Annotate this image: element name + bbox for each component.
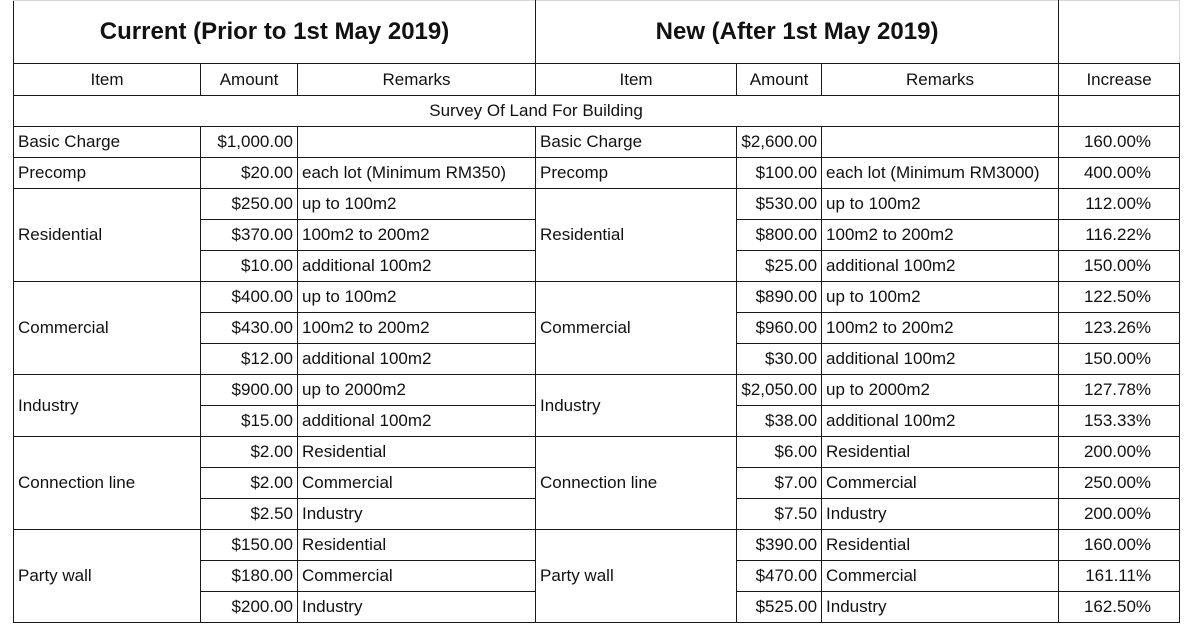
amount-current-cell: $15.00 <box>201 406 298 437</box>
remarks-current-cell: up to 2000m2 <box>298 375 536 406</box>
amount-new-cell: $6.00 <box>737 437 822 468</box>
header-amount-new: Amount <box>737 64 822 96</box>
remarks-current-cell: additional 100m2 <box>298 344 536 375</box>
amount-current-cell: $2.00 <box>201 468 298 499</box>
increase-cell: 122.50% <box>1059 282 1180 313</box>
header-item-current: Item <box>14 64 201 96</box>
header-remarks-new: Remarks <box>822 64 1059 96</box>
item-new-cell: Commercial <box>536 282 737 375</box>
remarks-new-cell: each lot (Minimum RM3000) <box>822 158 1059 189</box>
item-current-cell: Residential <box>14 189 201 282</box>
increase-cell: 161.11% <box>1059 561 1180 592</box>
item-new-cell: Precomp <box>536 158 737 189</box>
fee-comparison-table <box>13 0 1180 623</box>
item-new-cell: Connection line <box>536 437 737 530</box>
amount-new-cell: $525.00 <box>737 592 822 623</box>
amount-new-cell: $470.00 <box>737 561 822 592</box>
header-item-new: Item <box>536 64 737 96</box>
remarks-new-cell <box>822 127 1059 158</box>
remarks-current-cell: additional 100m2 <box>298 251 536 282</box>
remarks-new-cell: Commercial <box>822 561 1059 592</box>
amount-new-cell: $30.00 <box>737 344 822 375</box>
remarks-current-cell: additional 100m2 <box>298 406 536 437</box>
item-current-cell: Basic Charge <box>14 127 201 158</box>
remarks-new-cell: Industry <box>822 592 1059 623</box>
amount-current-cell: $250.00 <box>201 189 298 220</box>
item-current-cell: Precomp <box>14 158 201 189</box>
amount-new-cell: $100.00 <box>737 158 822 189</box>
increase-cell: 153.33% <box>1059 406 1180 437</box>
title-row <box>14 1 1180 64</box>
increase-cell: 150.00% <box>1059 251 1180 282</box>
remarks-current-cell: Residential <box>298 437 536 468</box>
amount-current-cell: $180.00 <box>201 561 298 592</box>
section-row <box>14 96 1180 127</box>
table-row <box>14 282 1180 313</box>
table-row <box>14 158 1180 189</box>
amount-new-cell: $25.00 <box>737 251 822 282</box>
item-current-cell: Connection line <box>14 437 201 530</box>
amount-new-cell: $800.00 <box>737 220 822 251</box>
item-current-cell: Commercial <box>14 282 201 375</box>
amount-current-cell: $1,000.00 <box>201 127 298 158</box>
amount-new-cell: $890.00 <box>737 282 822 313</box>
current-period-title: Current (Prior to 1st May 2019) <box>14 1 536 64</box>
remarks-new-cell: additional 100m2 <box>822 344 1059 375</box>
header-increase: Increase <box>1059 64 1180 96</box>
increase-cell: 160.00% <box>1059 530 1180 561</box>
increase-cell: 400.00% <box>1059 158 1180 189</box>
remarks-new-cell: up to 100m2 <box>822 189 1059 220</box>
increase-cell: 150.00% <box>1059 344 1180 375</box>
remarks-current-cell <box>298 127 536 158</box>
remarks-new-cell: Industry <box>822 499 1059 530</box>
amount-new-cell: $7.00 <box>737 468 822 499</box>
amount-current-cell: $20.00 <box>201 158 298 189</box>
amount-current-cell: $2.50 <box>201 499 298 530</box>
amount-current-cell: $10.00 <box>201 251 298 282</box>
remarks-current-cell: 100m2 to 200m2 <box>298 313 536 344</box>
increase-cell: 162.50% <box>1059 592 1180 623</box>
amount-new-cell: $960.00 <box>737 313 822 344</box>
item-new-cell: Basic Charge <box>536 127 737 158</box>
increase-cell: 127.78% <box>1059 375 1180 406</box>
item-new-cell: Industry <box>536 375 737 437</box>
remarks-current-cell: up to 100m2 <box>298 282 536 313</box>
header-amount-current: Amount <box>201 64 298 96</box>
remarks-new-cell: additional 100m2 <box>822 251 1059 282</box>
section-blank-cell <box>1059 96 1180 127</box>
remarks-current-cell: each lot (Minimum RM350) <box>298 158 536 189</box>
amount-new-cell: $2,600.00 <box>737 127 822 158</box>
table-row <box>14 437 1180 468</box>
item-current-cell: Party wall <box>14 530 201 623</box>
amount-current-cell: $12.00 <box>201 344 298 375</box>
remarks-new-cell: Commercial <box>822 468 1059 499</box>
item-new-cell: Party wall <box>536 530 737 623</box>
amount-new-cell: $2,050.00 <box>737 375 822 406</box>
remarks-new-cell: 100m2 to 200m2 <box>822 313 1059 344</box>
column-header-row <box>14 64 1180 96</box>
amount-new-cell: $38.00 <box>737 406 822 437</box>
remarks-current-cell: Commercial <box>298 468 536 499</box>
item-current-cell: Industry <box>14 375 201 437</box>
new-period-title: New (After 1st May 2019) <box>536 1 1059 64</box>
amount-new-cell: $530.00 <box>737 189 822 220</box>
table-row <box>14 189 1180 220</box>
amount-current-cell: $200.00 <box>201 592 298 623</box>
remarks-current-cell: Residential <box>298 530 536 561</box>
table-row <box>14 375 1180 406</box>
amount-current-cell: $400.00 <box>201 282 298 313</box>
amount-new-cell: $7.50 <box>737 499 822 530</box>
remarks-current-cell: Commercial <box>298 561 536 592</box>
remarks-current-cell: 100m2 to 200m2 <box>298 220 536 251</box>
remarks-new-cell: additional 100m2 <box>822 406 1059 437</box>
amount-current-cell: $900.00 <box>201 375 298 406</box>
amount-new-cell: $390.00 <box>737 530 822 561</box>
remarks-new-cell: up to 2000m2 <box>822 375 1059 406</box>
table-row <box>14 530 1180 561</box>
remarks-current-cell: up to 100m2 <box>298 189 536 220</box>
increase-cell: 123.26% <box>1059 313 1180 344</box>
remarks-new-cell: up to 100m2 <box>822 282 1059 313</box>
increase-cell: 200.00% <box>1059 437 1180 468</box>
remarks-new-cell: Residential <box>822 530 1059 561</box>
remarks-new-cell: Residential <box>822 437 1059 468</box>
table-row <box>14 127 1180 158</box>
remarks-new-cell: 100m2 to 200m2 <box>822 220 1059 251</box>
item-new-cell: Residential <box>536 189 737 282</box>
increase-cell: 160.00% <box>1059 127 1180 158</box>
amount-current-cell: $370.00 <box>201 220 298 251</box>
amount-current-cell: $150.00 <box>201 530 298 561</box>
increase-cell: 200.00% <box>1059 499 1180 530</box>
table-body <box>14 1 1180 623</box>
header-remarks-current: Remarks <box>298 64 536 96</box>
section-title: Survey Of Land For Building <box>14 96 1059 127</box>
remarks-current-cell: Industry <box>298 592 536 623</box>
increase-cell: 116.22% <box>1059 220 1180 251</box>
amount-current-cell: $430.00 <box>201 313 298 344</box>
increase-cell: 112.00% <box>1059 189 1180 220</box>
remarks-current-cell: Industry <box>298 499 536 530</box>
increase-cell: 250.00% <box>1059 468 1180 499</box>
amount-current-cell: $2.00 <box>201 437 298 468</box>
title-blank-cell <box>1059 1 1180 64</box>
